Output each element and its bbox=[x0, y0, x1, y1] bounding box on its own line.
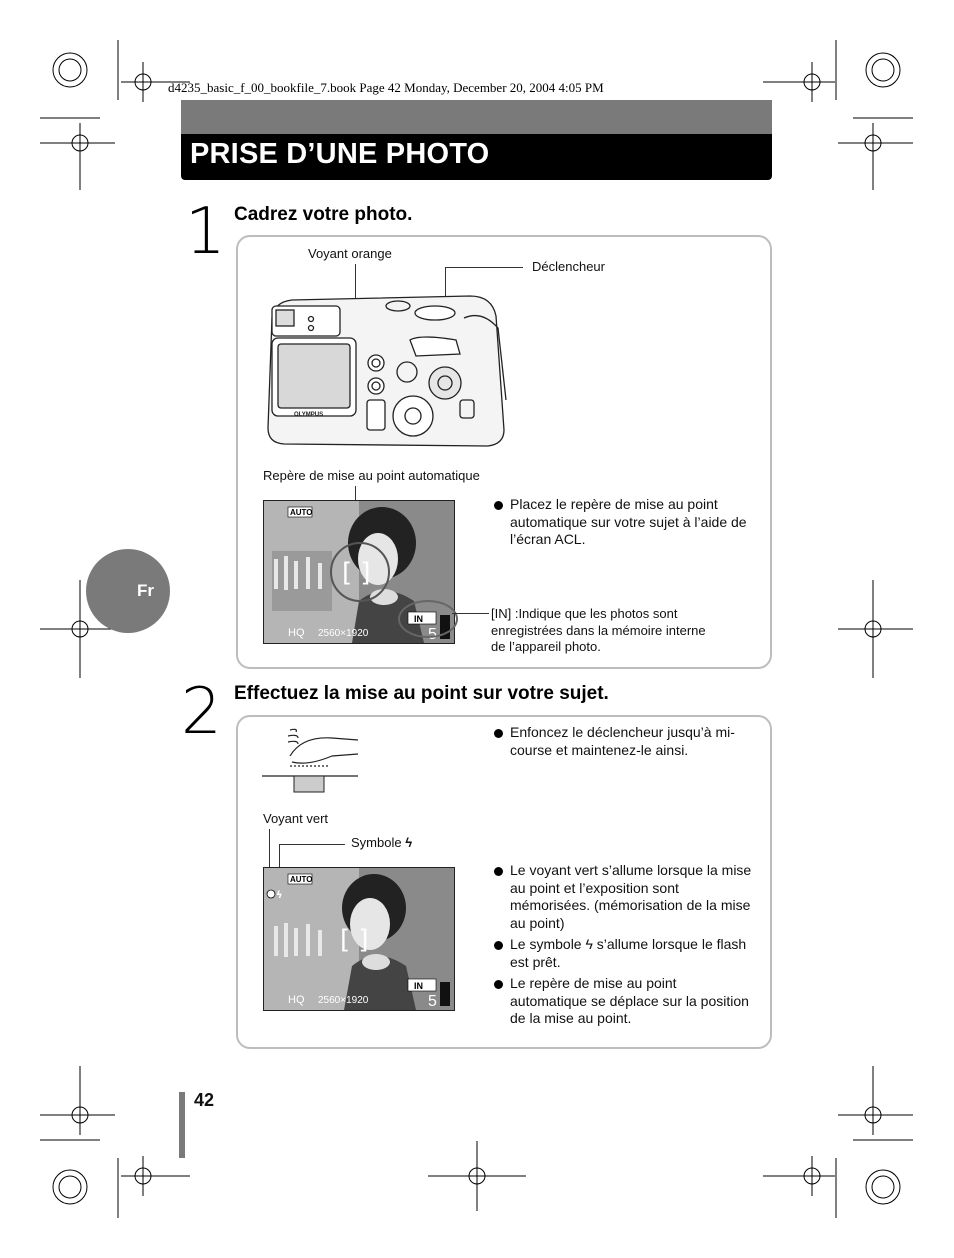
print-header: d4235_basic_f_00_bookfile_7.book Page 42 Monday, December 20, 2004 4:05 PM bbox=[168, 80, 604, 95]
leader-in bbox=[452, 613, 489, 614]
crop-mark-bottom-right bbox=[763, 1066, 913, 1218]
svg-text:[ ]: [ ] bbox=[342, 558, 371, 588]
crop-mark-top-left bbox=[40, 40, 190, 190]
language-tab bbox=[86, 549, 170, 633]
lcd2-memory: IN bbox=[414, 981, 423, 991]
leader-shutter-h bbox=[445, 267, 523, 268]
step-1-number: 1 bbox=[185, 195, 226, 269]
page-title: PRISE D’UNE PHOTO bbox=[190, 138, 490, 170]
step-1-title: Cadrez votre photo. bbox=[234, 204, 413, 225]
lcd-resolution: 2560×1920 bbox=[318, 628, 369, 639]
title-bar-top bbox=[181, 100, 772, 134]
flash-icon: ϟ bbox=[405, 835, 413, 850]
step-2-bullet-af-move: Le repère de mise au point automatique se déplace sur la position de la mise au point. bbox=[494, 975, 756, 1028]
label-orange-lamp: Voyant orange bbox=[308, 246, 392, 261]
step-2-bullet-green-lamp: Le voyant vert s’allume lorsque la mise au point et l’exposition sont mémorisées. (mémorisation de la mise au point) bbox=[494, 862, 756, 932]
label-af-target: Repère de mise au point automatique bbox=[263, 468, 480, 483]
camera-brand: OLYMPUS bbox=[294, 412, 324, 418]
step-2-title: Effectuez la mise au point sur votre sujet. bbox=[234, 683, 609, 704]
lcd-preview-step2 bbox=[263, 867, 455, 1011]
lcd-shots: 5 bbox=[428, 626, 437, 643]
step-2-number: 2 bbox=[181, 675, 222, 749]
language-tab-label: Fr bbox=[137, 581, 154, 600]
lcd2-quality: HQ bbox=[288, 994, 305, 1006]
lcd2-mode: AUTO bbox=[290, 875, 313, 884]
lcd-mode: AUTO bbox=[290, 508, 313, 517]
lcd-quality: HQ bbox=[288, 627, 305, 639]
crop-mark-mid-right bbox=[838, 580, 913, 678]
lcd2-shots: 5 bbox=[428, 993, 437, 1010]
label-shutter: Déclencheur bbox=[532, 259, 605, 274]
lcd-photo-step2 bbox=[264, 868, 454, 1010]
step-2-top-bullets bbox=[494, 724, 762, 763]
half-press-illustration bbox=[262, 726, 372, 794]
label-green-lamp: Voyant vert bbox=[263, 811, 329, 826]
step-2-bullets bbox=[494, 862, 756, 1032]
crop-mark-top-right bbox=[763, 40, 913, 190]
svg-text:[ ]: [ ] bbox=[340, 925, 369, 955]
step-1-bullets bbox=[494, 496, 756, 553]
crop-mark-bottom-center bbox=[428, 1141, 526, 1211]
label-flash-symbol bbox=[351, 835, 412, 850]
in-indicator-highlight bbox=[398, 600, 458, 638]
label-flash-symbol-text: Symbole bbox=[351, 835, 402, 850]
step-2-bullet-flash: Le symbole ϟ s’allume lorsque le flash est prêt. bbox=[494, 936, 756, 971]
lcd2-resolution: 2560×1920 bbox=[318, 995, 369, 1006]
step-2-bullet-half-press: Enfoncez le déclencheur jusqu’à mi-course et maintenez-le ainsi. bbox=[494, 724, 762, 759]
crop-mark-bottom-left bbox=[40, 1066, 190, 1218]
lcd-memory: IN bbox=[414, 614, 423, 624]
step-1-bullet: Placez le repère de mise au point automatique sur votre sujet à l’aide de l’écran ACL. bbox=[494, 496, 756, 549]
camera-illustration bbox=[260, 290, 512, 460]
in-note: [IN] :Indique que les photos sont enregistrées dans la mémoire interne de l’appareil photo. bbox=[491, 606, 706, 654]
page-number-bar bbox=[179, 1092, 185, 1158]
leader-flash-h bbox=[279, 844, 345, 845]
svg-text:ϟ: ϟ bbox=[276, 890, 283, 901]
page-number: 42 bbox=[194, 1090, 215, 1110]
